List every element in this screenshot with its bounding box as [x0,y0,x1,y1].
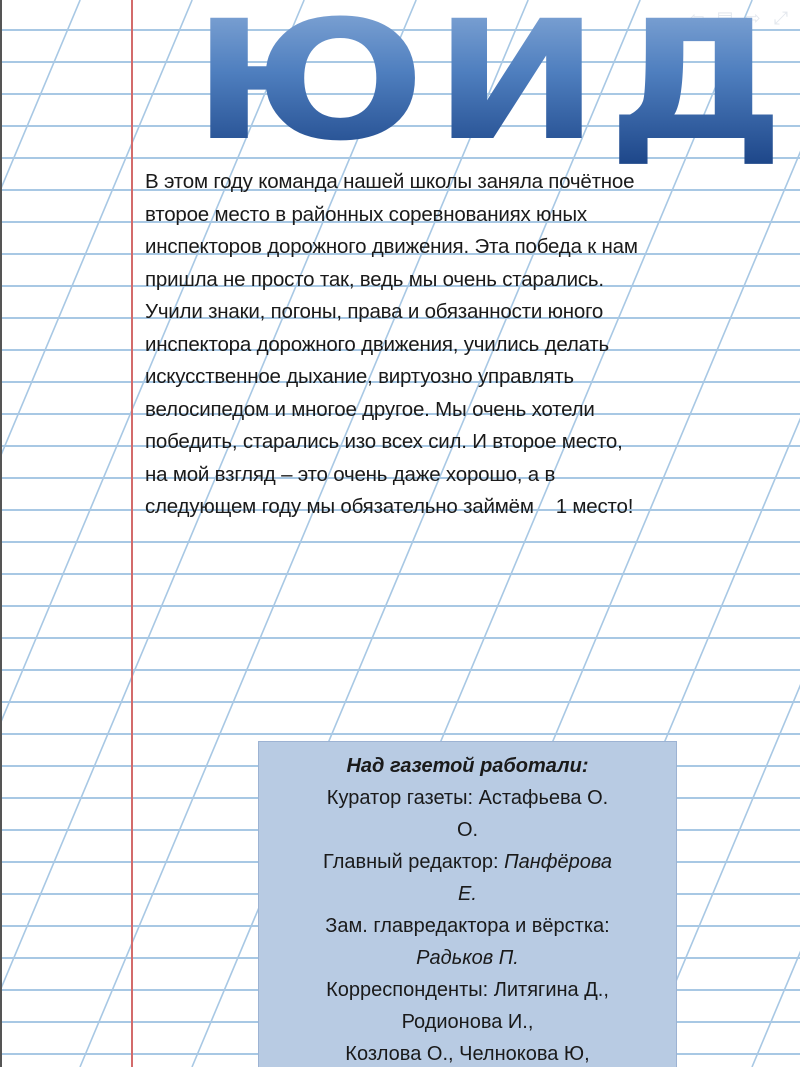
page-title [185,8,800,168]
body-line: пришла не просто так, ведь мы очень старались. [145,267,604,291]
body-line: Учили знаки, погоны, права и обязанности юного [145,300,604,323]
editor-line [259,846,676,878]
editor-name: Панфёрова [504,851,612,873]
body-line: победить, старались изо всех сил. И второе место, [145,430,623,453]
curator-label: Куратор газеты: [326,787,474,809]
body-line: инспектора дорожного движения, учились делать [145,332,610,356]
editor-label: Главный редактор: [323,851,499,873]
curator-name: Астафьева О. [478,787,609,809]
body-line: на мой взгляд – это очень даже хорошо, а в [145,462,556,486]
layout-label: Зам. главредактора и вёрстка: [325,915,610,937]
editor-name-cont: Е. [458,883,477,905]
correspondents-names-2: Родионова И., [401,1011,534,1033]
body-line: инспекторов дорожного движения. Эта победа к нам [145,235,638,258]
fullscreen-icon[interactable]: ⤢ [773,8,789,28]
correspondents-names-3: Козлова О., Челнокова Ю, [345,1043,590,1065]
correspondents-label: Корреспонденты: [326,979,489,1001]
correspondents-line [259,974,676,1006]
title-text: ЮИД [192,8,792,168]
article-body [145,166,800,524]
document-icon[interactable]: ▤ [716,8,734,28]
margin-line [131,0,133,1067]
body-line: искусственное дыхание, виртуозно управлять [145,365,574,388]
correspondents-names-1: Литягина Д., [493,979,609,1001]
body-line: велосипедом и многое другое. Мы очень хотели [145,397,595,421]
body-line: следующем году мы обязательно займём 1 место! [145,495,634,518]
curator-line [259,782,676,814]
body-line: В этом году команда нашей школы заняла почётное [145,170,635,193]
forward-arrow-icon[interactable]: ⇨ [745,8,761,28]
body-line: второе место в районных соревнованиях юных [145,202,587,226]
back-arrow-icon[interactable]: ⇦ [689,8,705,28]
page-left-edge [0,0,2,1067]
credits-box [258,741,677,1067]
curator-name-cont: О. [456,819,479,841]
credits-heading: Над газетой работали: [346,755,589,777]
layout-name: Радьков П. [416,947,519,969]
